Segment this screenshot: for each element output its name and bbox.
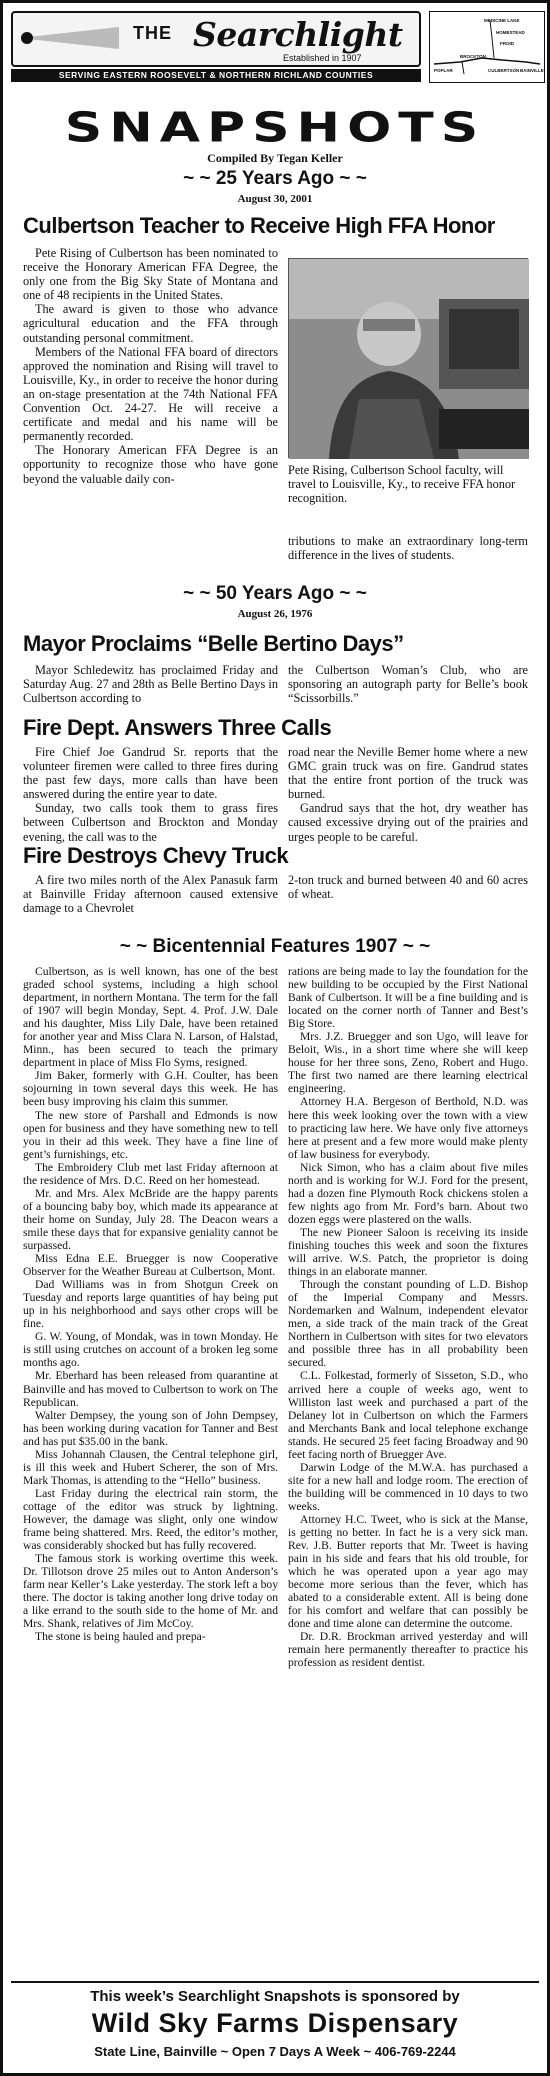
paragraph: Gandrud says that the hot, dry weather has caused excessive drying out of the prairies and urges people to be careful. xyxy=(288,801,528,844)
masthead-name: Searchlight xyxy=(193,15,403,54)
map-label: HOMESTEAD xyxy=(496,30,525,35)
sponsor-name: Wild Sky Farms Dispensary xyxy=(91,2008,459,2038)
headline-chevy: Fire Destroys Chevy Truck xyxy=(23,843,289,868)
paragraph: Attorney H.A. Bergeson of Berthold, N.D. was here this week looking over the town with a view to practicing law here. We have only five attorneys here at present and a few more would make plenty of law business for everybody. xyxy=(288,1095,528,1161)
map-label: BROCKTON xyxy=(460,54,486,59)
paragraph: the Culbertson Woman’s Club, who are sponsoring an autograph party for Belle’s book “Scissorbills.” xyxy=(288,663,528,706)
paragraph: Miss Edna E.E. Bruegger is now Cooperative Observer for the Weather Bureau at Culbertson, Mont. xyxy=(23,1252,278,1279)
section-heading-50-years: ~ ~ 50 Years Ago ~ ~ xyxy=(183,583,367,604)
masthead-tagline: SERVING EASTERN ROOSEVELT & NORTHERN RICHLAND COUNTIES xyxy=(11,69,421,82)
masthead-map xyxy=(429,11,545,83)
headline-ffa: Culbertson Teacher to Receive High FFA Honor xyxy=(23,213,495,238)
paragraph: A fire two miles north of the Alex Panasuk farm at Bainville Friday afternoon caused extensive damage to a Chevrolet xyxy=(23,873,278,916)
paragraph: Nick Simon, who has a claim about five miles north and is working for W.J. Ford for the present, had a dozen fine Plymouth Rock chickens stolen a few nights ago from Mr. Ford’s barn. About two dozen eggs were plastered on the walls. xyxy=(288,1160,528,1226)
paragraph: Miss Johannah Clausen, the Central telephone girl, is ill this week and Hubert Scherer, the son of Mrs. Mark Thomas, is attending to the “Hello” business. xyxy=(23,1447,278,1487)
article-chevy-right xyxy=(288,873,528,918)
article-mayor-left xyxy=(23,663,278,708)
section-date-25-years: August 30, 2001 xyxy=(237,193,313,205)
paragraph: The stone is being hauled and prepa- xyxy=(35,1630,206,1644)
article-bicentennial-left xyxy=(23,965,278,1975)
paragraph: The Embroidery Club met last Friday afternoon at the residence of Mrs. D.C. Reed on her homestead. xyxy=(23,1160,278,1187)
article-bicentennial-right xyxy=(288,965,528,1975)
paragraph: 2-ton truck and burned between 40 and 60 acres of wheat. xyxy=(288,873,528,902)
paragraph: The new store of Parshall and Edmonds is now open for business and they have something new to tell you in their ad this week. They have a fine line of gent’s furnishings, etc. xyxy=(23,1108,278,1161)
person-photo-icon xyxy=(289,259,529,459)
article-chevy-left xyxy=(23,873,278,918)
byline: Compiled By Tegan Keller xyxy=(207,151,343,165)
searchlight-beam-icon xyxy=(19,25,119,51)
map-label: POPLAR xyxy=(434,68,453,73)
paragraph: Walter Dempsey, the young son of John Dempsey, has been working during vacation for Tanner and Best and has put $35.00 in the bank. xyxy=(23,1408,278,1448)
photo-pete-rising xyxy=(288,258,528,458)
map-label: MEDICINE LAKE xyxy=(484,18,520,23)
paragraph: Members of the National FFA board of directors approved the nomination and Rising will travel to Louisville, Ky., in order to receive the honor during an on-stage presentation at the 74th National FFA Convention Oct. 24-27. He will receive a certificate and medal and his name will be permanently recorded. xyxy=(23,344,278,444)
article-ffa-right xyxy=(288,534,528,564)
article-fire-left xyxy=(23,745,278,844)
paragraph: road near the Neville Bemer home where a new GMC grain truck was on fire. Gandrud states that the entire front portion of the truck was burned. xyxy=(288,745,528,802)
paragraph: C.L. Folkestad, formerly of Sisseton, S.D., who arrived here a couple of weeks ago, went to Williston last week and purchased a part of the Delaney lot in Culbertson on which the Farmers and Merchants Bank and local telephone exchange stands. He secured 25 feet facing Broadway and 90 feet facing north of Bruegger Ave. xyxy=(288,1369,528,1461)
section-heading-25-years: ~ ~ 25 Years Ago ~ ~ xyxy=(183,168,367,189)
paragraph: Sunday, two calls took them to grass fires between Culbertson and Brockton and Monday evening, the call was to the xyxy=(23,801,278,844)
paragraph: tributions to make an extraordinary long-term difference in the lives of students. xyxy=(288,534,528,563)
page-title: SNAPSHOTS xyxy=(64,104,486,152)
paragraph: Mr. Eberhard has been released from quarantine at Bainville and has moved to Culbertson to work on The Republican. xyxy=(23,1369,278,1409)
paragraph: Darwin Lodge of the M.W.A. has purchased a site for a new hall and lodge room. The erection of the building will be commenced in 10 days to two weeks. xyxy=(288,1460,528,1513)
paragraph: The award is given to those who advance agricultural education and the FFA through outstanding personal commitment. xyxy=(23,302,278,345)
masthead-logo xyxy=(11,11,421,67)
paragraph: Jim Baker, formerly with G.H. Coulter, has been sojourning in town several days this week. He has been busy improving his claim this summer. xyxy=(23,1069,278,1109)
paragraph: The famous stork is working overtime this week. Dr. Tillotson drove 25 miles out to Anton Anderson’s farm near Keller’s Lake yesterday. The stork left a boy there. The doctor is taking another long drive today on a like errand to the south side to the home of Mr. and Mrs. Shank, relatives of Jim McCoy. xyxy=(23,1552,278,1631)
paragraph: Fire Chief Joe Gandrud Sr. reports that the volunteer firemen were called to three fires during the past few days, more calls than have been answered during the entire year to date. xyxy=(23,745,278,802)
paragraph: The new Pioneer Saloon is receiving its inside finishing touches this week and soon the fixtures will arrive. W.S. Patch, the proprietor is doing things in an elaborate manner. xyxy=(288,1225,528,1279)
headline-fire-dept: Fire Dept. Answers Three Calls xyxy=(23,715,332,740)
masthead-established: Established in 1907 xyxy=(283,53,362,63)
paragraph: Pete Rising of Culbertson has been nominated to receive the Honorary American FFA Degree, the only one from the Big Sky State of Montana and one of 48 recipients in the United States. xyxy=(23,246,278,303)
paragraph: Culbertson, as is well known, has one of the best graded school systems, including a high school department, in northern Montana. The term for the fall of 1907 will begin Monday, Sept. 4. Prof. J.W. Dale and his daughter, Miss Lily Dale, have been retained for another year and Miss Clara N. Larson, of Halstad, Minn., has been secured to teach the primary department in place of Miss Flo Syms, resigned. xyxy=(23,965,278,1070)
paragraph: G. W. Young, of Mondak, was in town Monday. He is still using crutches on account of a broken leg some months ago. xyxy=(23,1330,278,1370)
sponsor-line: This week’s Searchlight Snapshots is sponsored by xyxy=(90,1988,460,2005)
paragraph: rations are being made to lay the foundation for the new building to be occupied by the First National Bank of Culbertson. It will be a fine building and is located on the corner north of Tanner and Best’s Big Store. xyxy=(288,965,528,1031)
paragraph: Dad Williams was in from Shotgun Creek on Tuesday and reports large quantities of hay being put up in his neighborhood and says other crops will be fine. xyxy=(23,1278,278,1331)
paragraph: Through the constant pounding of L.D. Bishop of the Imperial Company and Messrs. Nordemarken and Walnum, independent elevator men, a side track of the main track of the Great Northern in Culbertson with sites for two elevators and possible three has in all probability been secured. xyxy=(288,1278,528,1370)
headline-mayor: Mayor Proclaims “Belle Bertino Days” xyxy=(23,631,404,656)
masthead xyxy=(11,11,545,81)
paragraph: Last Friday during the electrical rain storm, the cottage of the editor was struck by lightning. However, the damage was slight, only one window frame being shattered. Mrs. Reed, the editor’s mother, was considerably shocked but has fully recovered. xyxy=(23,1486,278,1553)
section-date-50-years: August 26, 1976 xyxy=(237,608,313,620)
map-label: BAINVILLE xyxy=(520,68,544,73)
masthead-the: THE xyxy=(133,23,172,43)
paragraph: Mrs. J.Z. Bruegger and son Ugo, will leave for Beloit, Wis., in a short time where she will keep house for her three sons, Zeno, Robert and Hugo. The first two named are there learning electrical engineering. xyxy=(288,1030,528,1096)
article-fire-right xyxy=(288,745,528,844)
paragraph: Attorney H.C. Tweet, who is sick at the Manse, is getting no better. In fact he is a very sick man. Rev. J.B. Butter reports that Mr. Tweet is having pain in his side and fears that his old trouble, for which he was operated upon a year ago may become more serious than the fever, which has abated to a considerable extent. All is being done for his comfort and welfare that can possibly be done and time alone can determine the outcome. xyxy=(288,1512,528,1631)
article-mayor-right xyxy=(288,663,528,708)
footer-divider xyxy=(11,1981,539,1983)
article-ffa-left xyxy=(23,246,278,562)
paragraph: Mr. and Mrs. Alex McBride are the happy parents of a bouncing baby boy, which made its appearance at their home on Sunday, July 28. The Deacon wears a smile these days that for expansive geniality cannot be surpassed. xyxy=(23,1186,278,1252)
paragraph: Mayor Schledewitz has proclaimed Friday and Saturday Aug. 27 and 28th as Belle Bertino Days in Culbertson according to xyxy=(23,663,278,706)
paragraph: Dr. D.R. Brockman arrived yesterday and will remain here permanently thereafter to practice his profession as resident dentist. xyxy=(288,1630,528,1670)
section-heading-bicentennial: ~ ~ Bicentennial Features 1907 ~ ~ xyxy=(119,936,431,957)
photo-caption: Pete Rising, Culbertson School faculty, will travel to Louisville, Ky., to receive FFA honor recognition. xyxy=(288,463,516,506)
sponsor-info: State Line, Bainville ~ Open 7 Days A Week ~ 406-769-2244 xyxy=(94,2044,456,2059)
map-label: CULBERTSON xyxy=(488,68,520,73)
map-label: FROID xyxy=(500,41,514,46)
paragraph: The Honorary American FFA Degree is an opportunity to recognize those who have gone beyond the valuable daily con- xyxy=(23,443,278,486)
